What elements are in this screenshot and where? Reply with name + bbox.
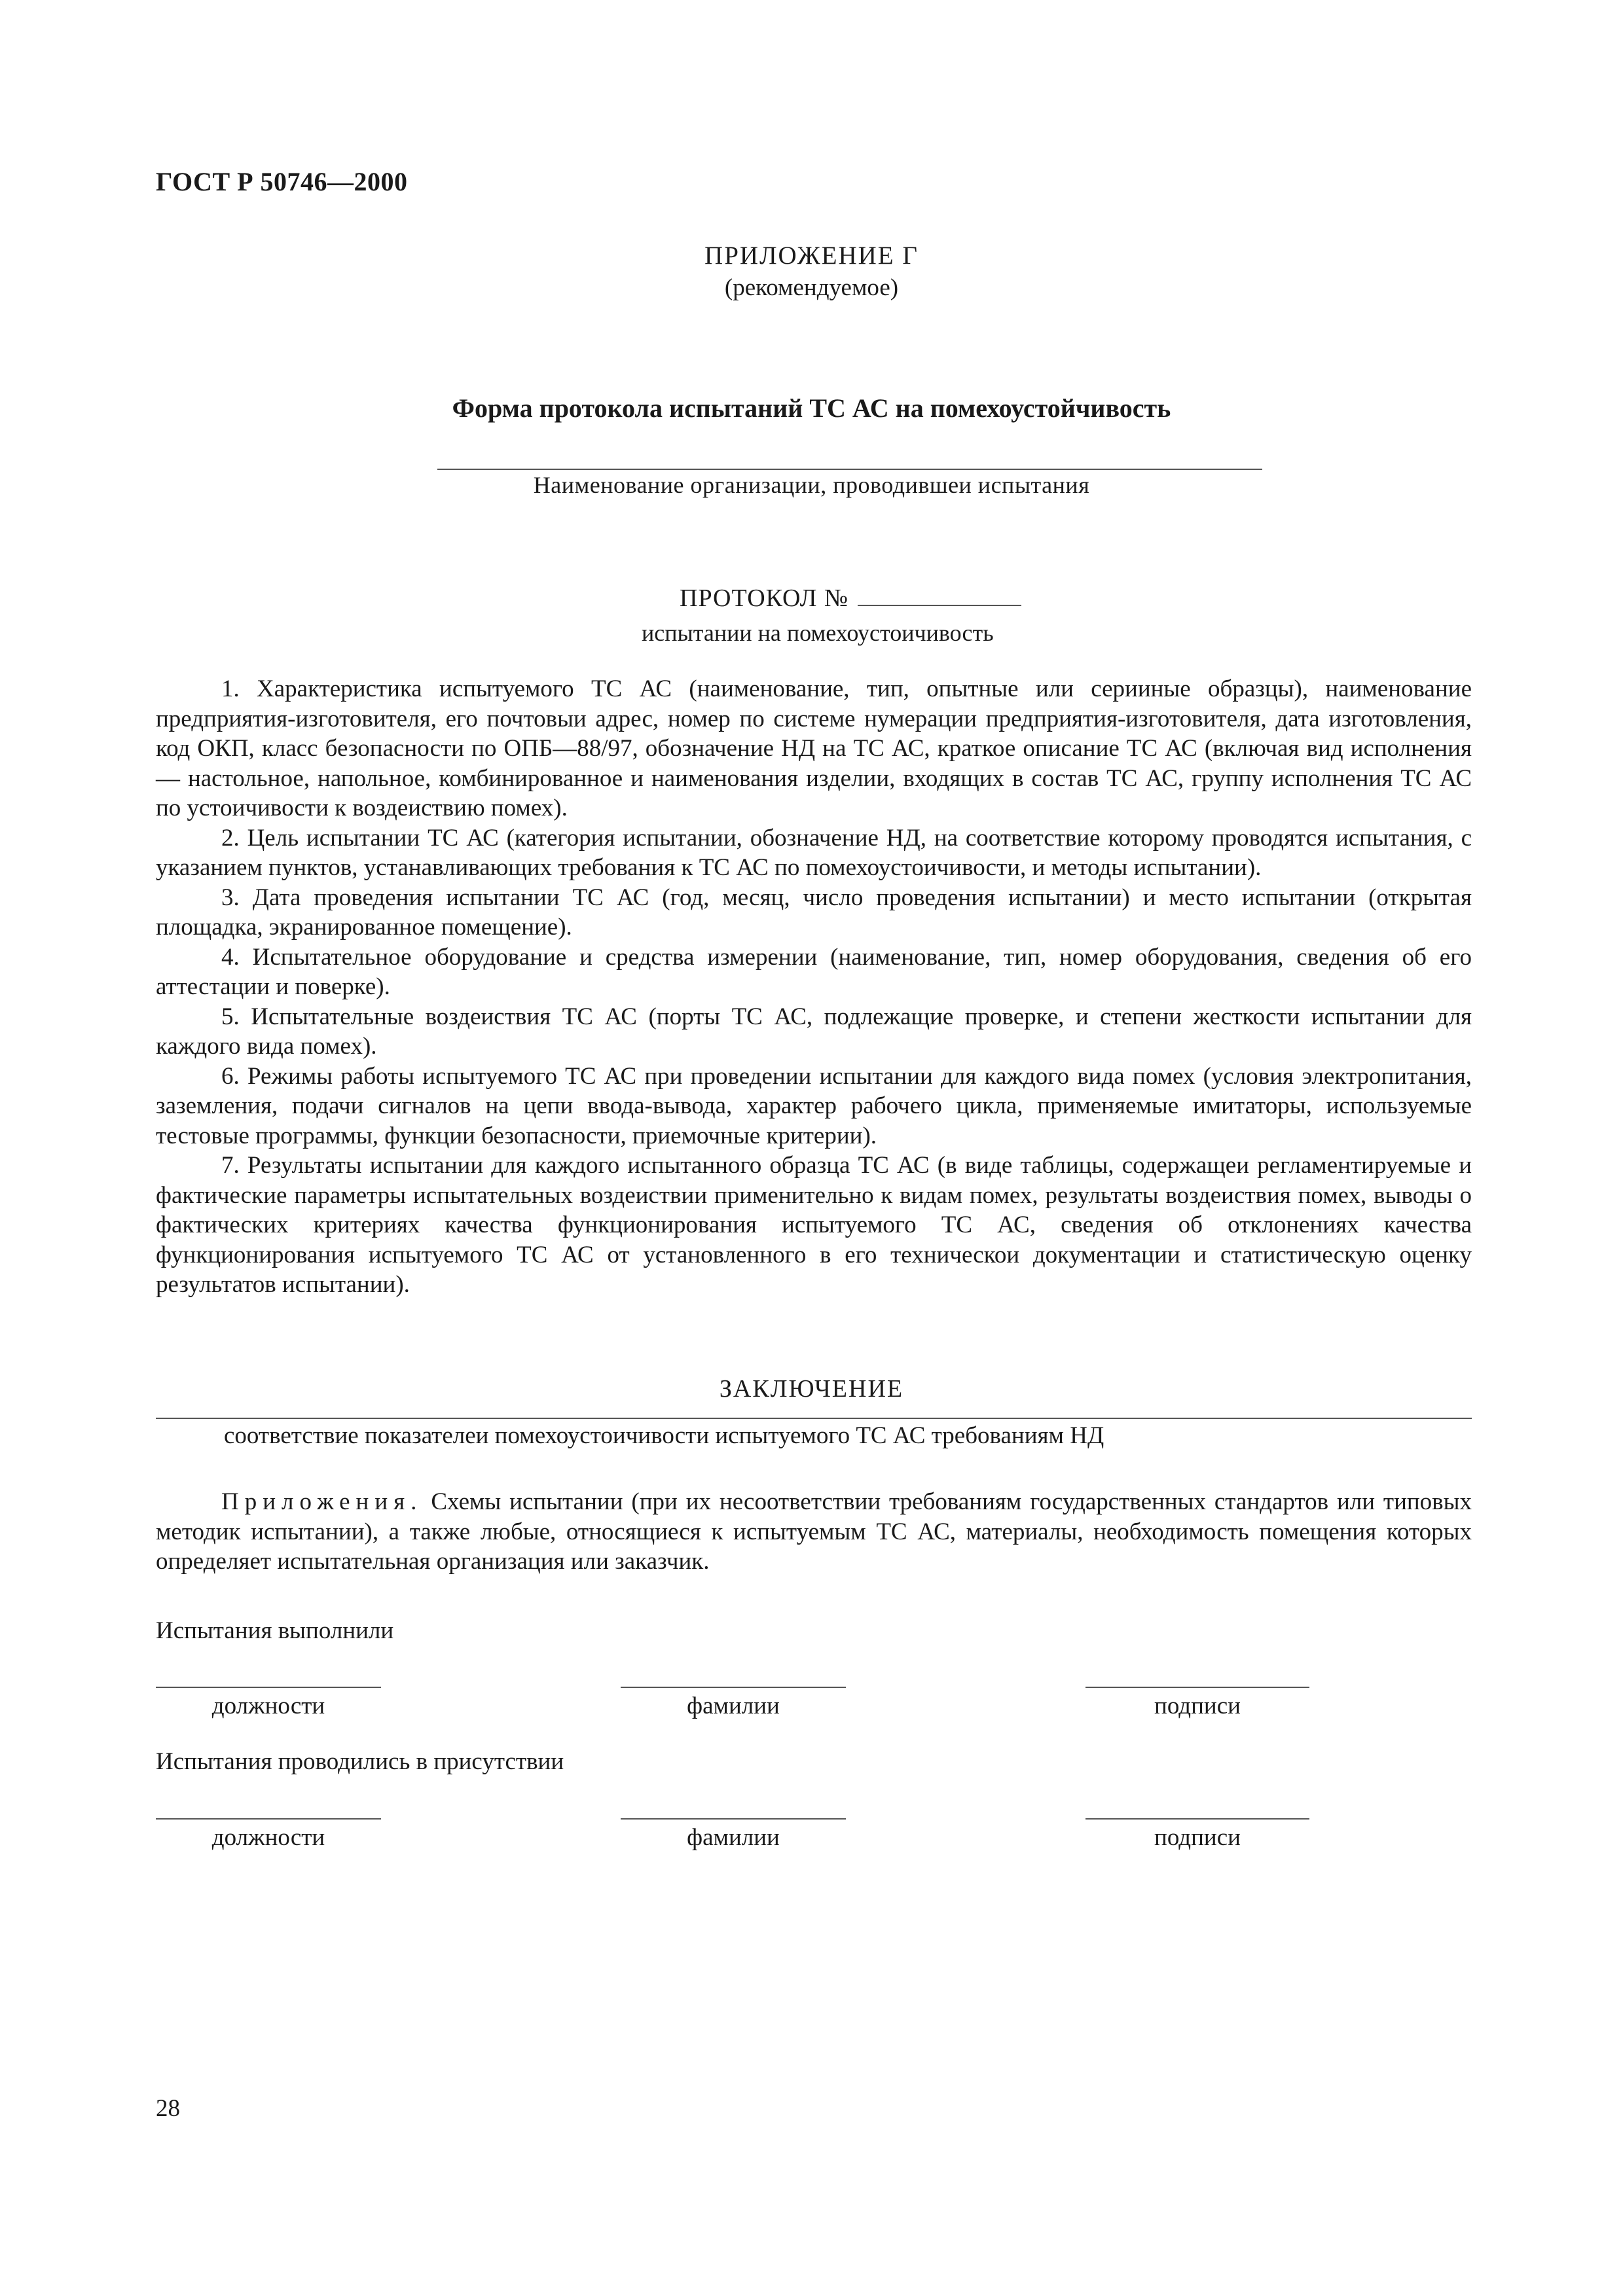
- signature-heading: Испытания проводились в присутствии: [156, 1748, 564, 1775]
- appendix-note: (рекомендуемое): [724, 274, 899, 301]
- appendix-title: ПРИЛОЖЕНИЕ Г: [704, 242, 919, 270]
- appendix-body: Схемы испытании (при их несоответствии требованиям государственных стандартов или типовых методик испытании), а также любые, относящиеся к испытуемым ТС АС, материалы, необходимость помещения которых определяет испытательная организация или заказчик.: [156, 1488, 1472, 1575]
- protocol-item: 6. Режимы работы испытуемого ТС АС при проведении испытании для каждого вида помех (условия электропитания, заземления, подачи сигналов на цепи ввода-вывода, характер рабочего цикла, применяемые имитаторы, используемые тестовые программы, функции безопасности, приемочные критерии).: [156, 1062, 1472, 1149]
- conclusion-line: [156, 1418, 1472, 1419]
- signature-label-name: фамилии: [687, 1824, 780, 1851]
- protocol-item: 3. Дата проведения испытании ТС АС (год, месяц, число проведения испытании) и место испытании (открытая площадка, экранированное помещение).: [156, 884, 1472, 941]
- appendix-paragraph: [156, 1487, 1472, 1577]
- signature-line: [1085, 1687, 1309, 1688]
- signature-label-position: должности: [211, 1824, 325, 1851]
- protocol-items: [156, 674, 1472, 1300]
- form-title: Форма протокола испытаний ТС АС на помехоустойчивость: [452, 393, 1171, 423]
- protocol-number-blank: [858, 598, 1021, 606]
- protocol-item: 2. Цель испытании ТС АС (категория испытании, обозначение НД, на соответствие которому проводятся испытания, с указанием пунктов, устанавливающих требования к ТС АС по помехоустоичивости, и методы испытании).: [156, 824, 1472, 881]
- signature-line: [621, 1818, 846, 1820]
- signature-label-signature: подписи: [1154, 1693, 1241, 1719]
- protocol-subtitle: испытании на помехоустоичивость: [642, 620, 994, 646]
- signature-line: [621, 1687, 846, 1688]
- protocol-item: 1. Характеристика испытуемого ТС АС (наименование, тип, опытные или серииные образцы), наименование предприятия-изготовителя, его почтовыи адрес, номер по системе нумерации предприятия-изготовителя, дата изготовления, код ОКП, класс безопасности по ОПБ—88/97, обозначение НД на ТС АС, краткое описание ТС АС (включая вид исполнения — настольное, напольное, комбинированное и наименования изделии, входящих в состав ТС АС, группу исполнения ТС АС по устоичивости к воздеиствию помех).: [156, 675, 1472, 821]
- protocol-item: 7. Результаты испытании для каждого испытанного образца ТС АС (в виде таблицы, содержащеи регламентируемые и фактические параметры испытательных воздеиствии применительно к видам помех, результаты воздеиствия помех, выводы о фактических критериях качества функционирования испытуемого ТС АС, сведения об отклонениях качества функционирования испытуемого ТС АС от установленного в его техническои документации и статистическую оценку результатов испытании).: [156, 1152, 1472, 1298]
- page-number: 28: [156, 2095, 180, 2122]
- conclusion-caption: соответствие показателеи помехоустоичивости испытуемого ТС АС требованиям НД: [224, 1422, 1104, 1449]
- protocol-title-text: ПРОТОКОЛ №: [680, 584, 849, 612]
- signature-label-position: должности: [211, 1693, 325, 1719]
- signature-label-name: фамилии: [687, 1693, 780, 1719]
- organization-name-caption: Наименование организации, проводившеи испытания: [533, 472, 1090, 498]
- signature-heading: Испытания выполнили: [156, 1617, 394, 1644]
- protocol-item: 5. Испытательные воздеиствия ТС АС (порты ТС АС, подлежащие проверке, и степени жесткости испытании для каждого вида помех).: [156, 1003, 1472, 1060]
- document-code: ГОСТ Р 50746—2000: [156, 167, 408, 196]
- protocol-item: 4. Испытательное оборудование и средства измерении (наименование, тип, номер оборудования, сведения об его аттестации и поверке).: [156, 943, 1472, 1000]
- organization-name-line: [437, 469, 1262, 470]
- signature-line: [1085, 1818, 1309, 1820]
- signature-label-signature: подписи: [1154, 1824, 1241, 1851]
- signature-line: [156, 1687, 381, 1688]
- protocol-title: [680, 584, 1021, 613]
- signature-line: [156, 1818, 381, 1820]
- appendix-label: Приложения.: [221, 1488, 423, 1515]
- conclusion-title: ЗАКЛЮЧЕНИЕ: [719, 1375, 904, 1403]
- appendix-text: [156, 1487, 1472, 1577]
